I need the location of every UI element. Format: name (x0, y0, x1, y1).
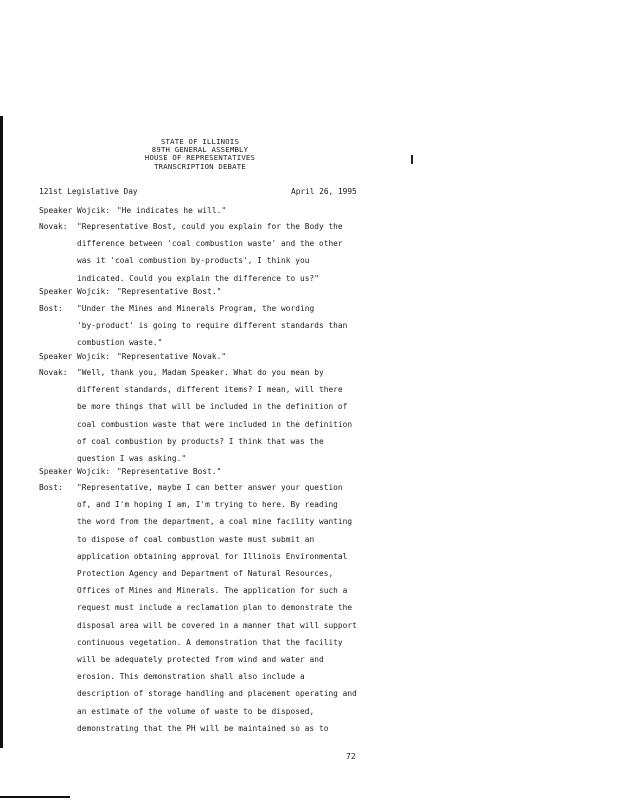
speech-line: request must include a reclamation plan to demonstrate the (77, 603, 353, 613)
transcript-entry (39, 348, 359, 365)
header-transcription: TRANSCRIPTION DEBATE (154, 161, 246, 171)
document-header (130, 138, 270, 171)
transcript-entry (39, 283, 359, 300)
speech-line: "He indicates he will." (117, 206, 227, 215)
speech-line: disposal area will be covered in a manner that will support (77, 620, 357, 630)
speech-line: "Well, thank you, Madam Speaker. What do you mean by (77, 368, 324, 377)
speech-line: will be adequately protected from wind and water and (77, 655, 324, 665)
speech-line: "Representative Bost." (117, 467, 222, 476)
speech-line: Offices of Mines and Minerals. The application for such a (77, 586, 348, 596)
speech-line: description of storage handling and placement operating and (77, 689, 357, 699)
legislative-day: 121st Legislative Day (39, 187, 138, 196)
speaker-name: Speaker Wojcik: (39, 287, 111, 296)
speaker-name: Speaker Wojcik: (39, 352, 111, 361)
transcript-entry (39, 364, 359, 467)
transcript-date: April 26, 1995 (291, 187, 357, 196)
speaker-name: Speaker Wojcik: (39, 206, 111, 215)
speech-line: combustion waste." (77, 338, 163, 348)
speech-line: an estimate of the volume of waste to be disposed, (77, 706, 315, 716)
speech-line: erosion. This demonstration shall also include a (77, 672, 305, 682)
speech-line: question I was asking." (77, 454, 187, 464)
speech-line: "Representative Bost, could you explain for the Body the (77, 222, 343, 231)
speech-line: Protection Agency and Department of Natural Resources, (77, 569, 334, 579)
scan-edge-left (0, 116, 3, 748)
speech-line: "Representative, maybe I can better answer your question (77, 483, 343, 492)
transcript-entry (39, 463, 359, 480)
header-state: STATE OF ILLINOIS (160, 137, 240, 146)
speech-line: 'by-product' is going to require different standards than (77, 321, 348, 331)
speech-line: the word from the department, a coal mine facility wanting (77, 517, 353, 527)
page-number: 72 (346, 752, 356, 761)
speech-line: coal combustion waste that were included in the definition (77, 419, 353, 429)
speech-line: difference between 'coal combustion waste' and the other (77, 239, 343, 249)
speech-line: to dispose of coal combustion waste must submit an (77, 534, 315, 544)
speech-line: application obtaining approval for Illinois Environmental (77, 551, 348, 561)
transcript-entry (39, 218, 359, 287)
speaker-name: Bost: (39, 304, 63, 313)
header-house: HOUSE OF REPRESENTATIVES (144, 153, 256, 163)
speech-line: of, and I'm hoping I am, I'm trying to here. By reading (77, 500, 338, 510)
speaker-name: Novak: (39, 222, 68, 231)
speech-line: different standards, different items? I mean, will there (77, 385, 343, 395)
speech-line: "Representative Bost." (117, 287, 222, 296)
speech-line: be more things that will be included in the definition of (77, 402, 348, 412)
transcript-entry (39, 300, 359, 352)
speech-line: was it 'coal combustion by-products', I think you (77, 256, 310, 266)
transcript-entry (39, 202, 359, 219)
speech-line: "Representative Novak." (117, 352, 227, 361)
speech-line: indicated. Could you explain the difference to us?" (77, 273, 319, 283)
speech-line: demonstrating that the PH will be maintained so as to (77, 723, 329, 733)
speech-line: of coal combustion by products? I think that was the (77, 436, 324, 446)
speaker-name: Bost: (39, 483, 63, 492)
scan-mark-right (411, 155, 413, 164)
speaker-name: Novak: (39, 368, 68, 377)
transcript-entry (39, 479, 359, 737)
speech-line: "Under the Mines and Minerals Program, the wording (77, 304, 315, 313)
speaker-name: Speaker Wojcik: (39, 467, 111, 476)
header-assembly: 89TH GENERAL ASSEMBLY (151, 145, 249, 155)
scan-edge-bottom (0, 796, 70, 798)
speech-line: continuous vegetation. A demonstration that the facility (77, 637, 343, 647)
